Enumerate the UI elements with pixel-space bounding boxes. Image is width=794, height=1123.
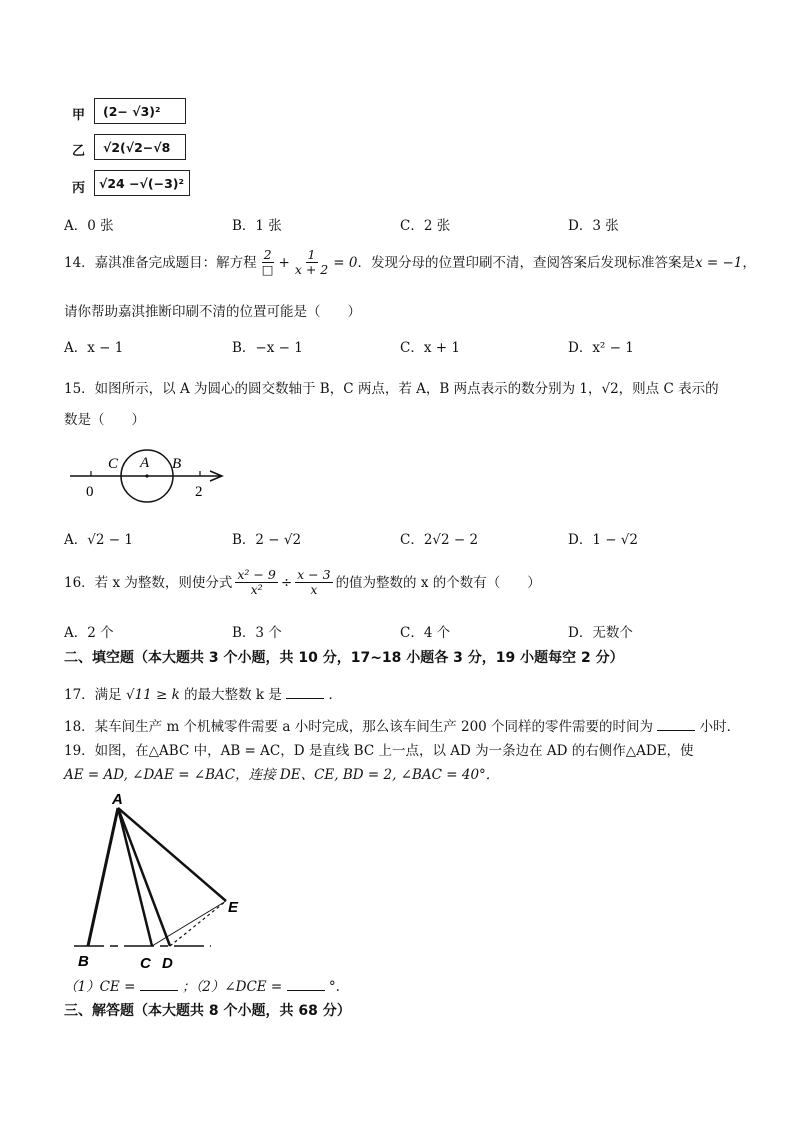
q13-option-d: D．3 张 <box>568 218 619 234</box>
section-2-heading: 二、填空题（本大题共 3 个小题，共 10 分，17~18 小题各 3 分，19 小题每空 2 分） <box>64 650 624 666</box>
card-expr: √24 −√(−3)² <box>99 175 184 191</box>
q14-fraction-1 <box>260 248 276 278</box>
fraction-numerator: 2 <box>263 247 272 262</box>
q13-option-c: C．2 张 <box>400 218 451 234</box>
fraction-numerator: 1 <box>307 247 316 262</box>
division-sign: ÷ <box>280 574 293 591</box>
label-b: B <box>172 456 182 472</box>
label-zero: 0 <box>86 484 94 500</box>
q16-fraction-1 <box>235 568 277 598</box>
card-expr: (2− √3)² <box>103 103 161 119</box>
card-jia <box>94 98 186 124</box>
q15-option-c: C．2√2 − 2 <box>400 532 479 548</box>
plus-sign: + <box>278 254 290 271</box>
q15-option-b: B．2 − √2 <box>232 532 302 548</box>
q17-answer-blank[interactable] <box>286 686 324 699</box>
segment-ad <box>118 808 170 946</box>
q16-prefix: 16．若 x 为整数，则使分式 <box>64 574 233 591</box>
q16-option-d: D．无数个 <box>568 625 633 641</box>
label-a: A <box>140 455 150 471</box>
fraction-denominator: □ <box>261 262 274 278</box>
q17-stem <box>64 686 342 703</box>
q16-fraction-2 <box>295 568 332 598</box>
q14-option-a: A．x − 1 <box>64 340 124 356</box>
q15-option-a: A．√2 − 1 <box>64 532 133 548</box>
q14-comma: ， <box>742 254 756 271</box>
fraction-numerator: x² − 9 <box>237 567 276 582</box>
label-a: A <box>112 791 123 808</box>
q17-prefix: 17．满足 <box>64 687 122 703</box>
q18-end: 小时． <box>699 719 741 735</box>
card-label-yi: 乙 <box>72 144 86 159</box>
q14-stem-line2: 请你帮助嘉淇推断印刷不清的位置可能是（ ） <box>64 304 361 320</box>
q17-expr: √11 ≥ k <box>125 687 180 703</box>
q16-stem <box>64 568 541 598</box>
q14-option-c: C．x + 1 <box>400 340 460 356</box>
segment-ac <box>118 808 152 946</box>
q14-stem-line1 <box>64 248 756 278</box>
q18-stem <box>64 718 740 735</box>
q19-stem-line1: 19．如图，在△ABC 中，AB = AC，D 是直线 BC 上一点，以 AD 为一条边在 AD 的右侧作△ADE，使 <box>64 743 694 759</box>
q14-suffix: ．发现分母的位置印刷不清，查阅答案后发现标准答案是 <box>357 254 695 271</box>
fraction-denominator: x <box>310 582 318 598</box>
section-3-heading: 三、解答题（本大题共 8 个小题，共 68 分） <box>64 1003 351 1019</box>
label-two: 2 <box>195 484 203 500</box>
label-e: E <box>228 899 239 916</box>
q19-sub1: （1）CE = <box>64 979 136 995</box>
q18-text: 18．某车间生产 m 个机械零件需要 a 小时完成，那么该车间生产 200 个同样的零件需要的时间为 <box>64 719 654 735</box>
q18-answer-blank[interactable] <box>657 718 695 731</box>
label-c: C <box>140 955 151 972</box>
equals-zero: = 0 <box>333 254 358 271</box>
point-a <box>145 474 148 477</box>
q13-option-a: A．0 张 <box>64 218 114 234</box>
q16-option-b: B．3 个 <box>232 625 282 641</box>
card-label-bing: 丙 <box>72 181 86 196</box>
q14-option-d: D．x² − 1 <box>568 340 634 356</box>
segment-ab <box>88 808 118 946</box>
q19-end: °. <box>328 979 340 995</box>
label-c: C <box>108 456 119 472</box>
label-d: D <box>162 955 173 972</box>
q19-answer-blank-1[interactable] <box>140 978 178 991</box>
q14-fraction-2 <box>293 248 330 278</box>
q16-suffix: 的值为整数的 x 的个数有（ ） <box>335 574 541 591</box>
fraction-denominator: x² <box>250 582 263 598</box>
q19-stem-line2: AE = AD, ∠DAE = ∠BAC，连接 DE、CE, BD = 2, ∠BAC = 40°． <box>64 767 500 783</box>
q19-triangle-figure <box>66 788 256 978</box>
label-b: B <box>78 953 89 970</box>
q15-number-line-figure <box>60 440 240 510</box>
q14-option-b: B．−x − 1 <box>232 340 303 356</box>
q16-option-c: C．4 个 <box>400 625 451 641</box>
q13-option-b: B．1 张 <box>232 218 282 234</box>
card-yi <box>94 134 186 160</box>
card-expr: √2(√2−√8 <box>103 139 171 155</box>
q17-end: ． <box>328 687 342 703</box>
card-bing <box>94 170 190 196</box>
q19-answer-blank-2[interactable] <box>287 978 325 991</box>
fraction-numerator: x − 3 <box>297 567 331 582</box>
q15-stem-line2: 数是（ ） <box>64 412 145 428</box>
card-label-jia: 甲 <box>72 108 86 123</box>
q14-answer: x = −1 <box>694 254 743 271</box>
fraction-denominator: x + 2 <box>294 262 329 278</box>
q15-stem-line1: 15．如图所示，以 A 为圆心的圆交数轴于 B，C 两点，若 A，B 两点表示的数分别为 1，√2，则点 C 表示的 <box>64 381 719 397</box>
q14-prefix: 14．嘉淇准备完成题目：解方程 <box>64 254 257 271</box>
q19-subquestions <box>64 978 340 995</box>
q16-option-a: A．2 个 <box>64 625 114 641</box>
segment-ce <box>152 901 226 946</box>
q19-sub2: ；（2）∠DCE = <box>181 979 283 995</box>
q17-suffix: 的最大整数 k 是 <box>184 687 282 703</box>
q15-option-d: D．1 − √2 <box>568 532 638 548</box>
segment-de <box>170 901 226 946</box>
